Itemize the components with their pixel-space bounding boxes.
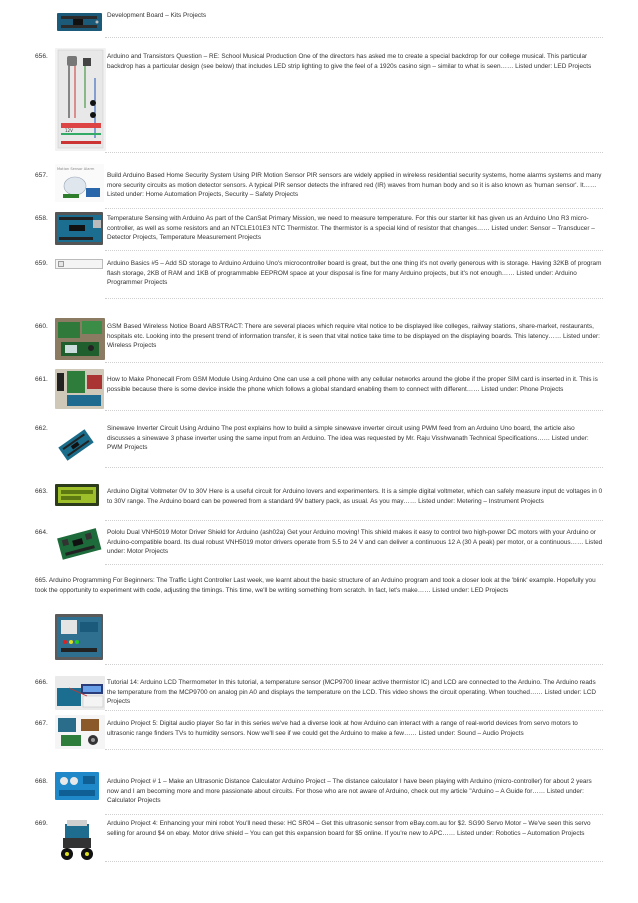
entry-description: Tutorial 14: Arduino LCD Thermometer In this tutorial, a temperature sensor (MCP9700 linear active thermistor IC) and LCD are connected to the Arduino. The Arduino reads the temperature from the MCP9700 on analog pin A0 and displays the temperature on the LCD. This video shows the circuit operating. When touched…… Listed under: LCD Projects bbox=[107, 679, 597, 706]
entry-description: Temperature Sensing with Arduino As part of the CanSat Primary Mission, we need to measure temperature. For this our starter kit has given us an Arduino Uno R3 micro-controller, as well as some resistors and an NTCLE101E3 NTC Thermistor. The thermistor is a special kind of resistor that changes…… Listed under: Sensor – Transducer – Detector Projects, Temperature Measurement Projects bbox=[107, 215, 595, 242]
divider bbox=[105, 250, 603, 251]
entry-description: Arduino and Transistors Question – RE: School Musical Production One of the directors has asked me to create a special backdrop for our college musical. This particular backdrop has a particular design (see below) that includes LED strip lighting to give the feel of a 1920s casino sign – similar to what is seen…… Listed under: LED Projects bbox=[107, 53, 592, 70]
divider bbox=[105, 564, 603, 565]
divider bbox=[105, 664, 603, 665]
entry-description bbox=[35, 576, 603, 595]
divider bbox=[105, 710, 603, 711]
ultrasonic-calculator-image[interactable] bbox=[55, 772, 99, 800]
arduino-uno-image[interactable] bbox=[55, 212, 103, 245]
entry-text: Arduino Programming For Beginners: The Traffic Light Controller Last week, we learnt about the basic structure of an Arduino program and took a closer look at the 'blink' example. Hopefully you took the opportunity to experiment with code, adjusting the timings. This time, we'll be writing something from scratch. In fact, let's make…… Listed under: LED Projects bbox=[35, 577, 596, 594]
entry-number: 656. bbox=[35, 53, 48, 60]
divider bbox=[105, 37, 603, 38]
divider bbox=[105, 520, 603, 521]
entry-description: Arduino Basics #5 – Add SD storage to Arduino Arduino Uno's microcontroller board is great, but the one thing it's not overly generous with is storage. Having 32KB of program flash storage, 2KB of RAM and 1KB of programmable EEPROM space at your disposal is fine for many Arduino projects, but it's not enough…… Listed under: Arduino Programmer Projects bbox=[107, 260, 602, 287]
divider bbox=[105, 152, 603, 153]
pir-sensor-image[interactable] bbox=[55, 164, 104, 202]
entry-description: Pololu Dual VNH5019 Motor Driver Shield for Arduino (ash02a) Get your Arduino moving! This shield makes it easy to control two high-power DC motors with your Arduino or Arduino-compatible board. Its dual robust VNH5019 motor drivers operate from 5.5 to 24 V and can deliver a continuous 12 A (30 A peak) per motor, or a continuous…… Listed under: Motor Projects bbox=[107, 529, 603, 556]
mini-robot-image[interactable] bbox=[55, 818, 99, 862]
entry-number: 669. bbox=[35, 820, 48, 827]
entry-number: 658. bbox=[35, 215, 48, 222]
divider bbox=[105, 467, 603, 468]
divider bbox=[105, 814, 603, 815]
svg-text:Motion Sensor Alarm: Motion Sensor Alarm bbox=[57, 167, 95, 171]
entry-number: 663. bbox=[35, 488, 48, 495]
entry-number: 666. bbox=[35, 679, 48, 686]
entry-description: How to Make Phonecall From GSM Module Using Arduino One can use a cell phone with any cellular networks around the globe if the proper SIM card is inserted in it. This is possible because there is some device inside the phone which follows a global standard enabling them to connect with different…… Listed under: Phone Projects bbox=[107, 376, 598, 393]
arduino-board-image[interactable] bbox=[55, 7, 104, 35]
divider bbox=[105, 362, 603, 363]
divider bbox=[105, 861, 603, 862]
entry-description: Arduino Project # 1 – Make an Ultrasonic Distance Calculator Arduino Project – The distance calculator I have been playing with Arduino (micro-controller) for about 2 years now and I am becoming more and more passionate about circuits. For those who are not aware of Arduino, check out my article "Arduino – A Guide for…… Listed under: Calculator Projects bbox=[107, 778, 592, 805]
entry-description: Arduino Digital Voltmeter 0V to 30V Here is a useful circuit for Arduino lovers and experimenters. It is a simple digital voltmeter, which can safely measure input dc voltages in 0 to 30V range. The Arduino board can be powered from a standard 9V battery pack, as usual. As you may…… Listed under: Metering – Instrument Projects bbox=[107, 488, 603, 505]
entry-description: Development Board – Kits Projects bbox=[107, 12, 207, 19]
divider bbox=[105, 749, 603, 750]
entry-number: 662. bbox=[35, 425, 48, 432]
svg-text:12V: 12V bbox=[65, 128, 73, 133]
entry-description: GSM Based Wireless Notice Board ABSTRACT: There are several places which require vital notice to be displayed like colleges, railway stations, share-market, restaurants, hospitals etc. Looking into the present trend of information transfer, it is seen that vital notice take time to be displayed on the displaying boards. This latency…… Listed under: Wireless Projects bbox=[107, 323, 600, 350]
entry-description: Sinewave Inverter Circuit Using Arduino The post explains how to build a simple sinewave inverter circuit using PWM feed from an Arduino Uno board, the article also discusses a sinewave 3 phase inverter using the same input from an Arduino. The idea was requested by Mr. Raju Visshwanath Technical Specifications…… Listed under: PWM Projects bbox=[107, 425, 589, 452]
entry-description: Arduino Project 4: Enhancing your mini robot You'll need these: HC SR04 – Get this ultrasonic sensor from eBay.com.au for $2. SG90 Servo Motor – We've seen this servo selling for around $4 on ebay. Motor drive shield – You can get this expansion board for $5 online. If you're new to APC…… Listed under: Robotics – Automation Projects bbox=[107, 820, 591, 837]
entry-number: 668. bbox=[35, 778, 48, 785]
entry-number: 660. bbox=[35, 323, 48, 330]
entry-description: Build Arduino Based Home Security System Using PIR Motion Sensor PIR sensors are widely applied in wireless residential security systems, home alarms systems and many more security circuits as motion detector sensors. A typical PIR sensor detects the infrared red (IR) waves from human body and so it is also known as 'human sensor'. It…… Listed under: Home Automation Projects, Security – Safety Projects bbox=[107, 172, 602, 199]
lcd-voltmeter-image[interactable] bbox=[55, 484, 99, 506]
motor-shield-image[interactable] bbox=[55, 525, 103, 561]
entry-number: 661. bbox=[35, 376, 48, 383]
divider bbox=[105, 298, 603, 299]
audio-player-image[interactable] bbox=[55, 715, 105, 749]
inverter-board-image[interactable] bbox=[55, 423, 97, 467]
lcd-thermometer-image[interactable] bbox=[55, 676, 105, 710]
gsm-module-image[interactable] bbox=[55, 369, 104, 409]
entry-description: Arduino Project 5: Digital audio player So far in this series we've had a diverse look at how Arduino can interact with a range of real-world devices from servo motors to ultrasonic range finders TVs to humidity sensors. Now we'll see if we could get the Arduino to make a few…… Listed under: Sound – Audio Projects bbox=[107, 720, 578, 737]
entry-number: 659. bbox=[35, 260, 48, 267]
entry-number: 667. bbox=[35, 720, 48, 727]
divider bbox=[105, 410, 603, 411]
divider bbox=[105, 208, 603, 209]
gsm-board-image[interactable] bbox=[55, 318, 105, 360]
traffic-light-board-image[interactable] bbox=[55, 614, 103, 660]
entry-number: 657. bbox=[35, 172, 48, 179]
entry-number: 665. bbox=[35, 577, 48, 584]
entry-number: 664. bbox=[35, 529, 48, 536]
broken-image-icon bbox=[55, 259, 103, 269]
transistor-breadboard-image[interactable] bbox=[55, 48, 106, 151]
